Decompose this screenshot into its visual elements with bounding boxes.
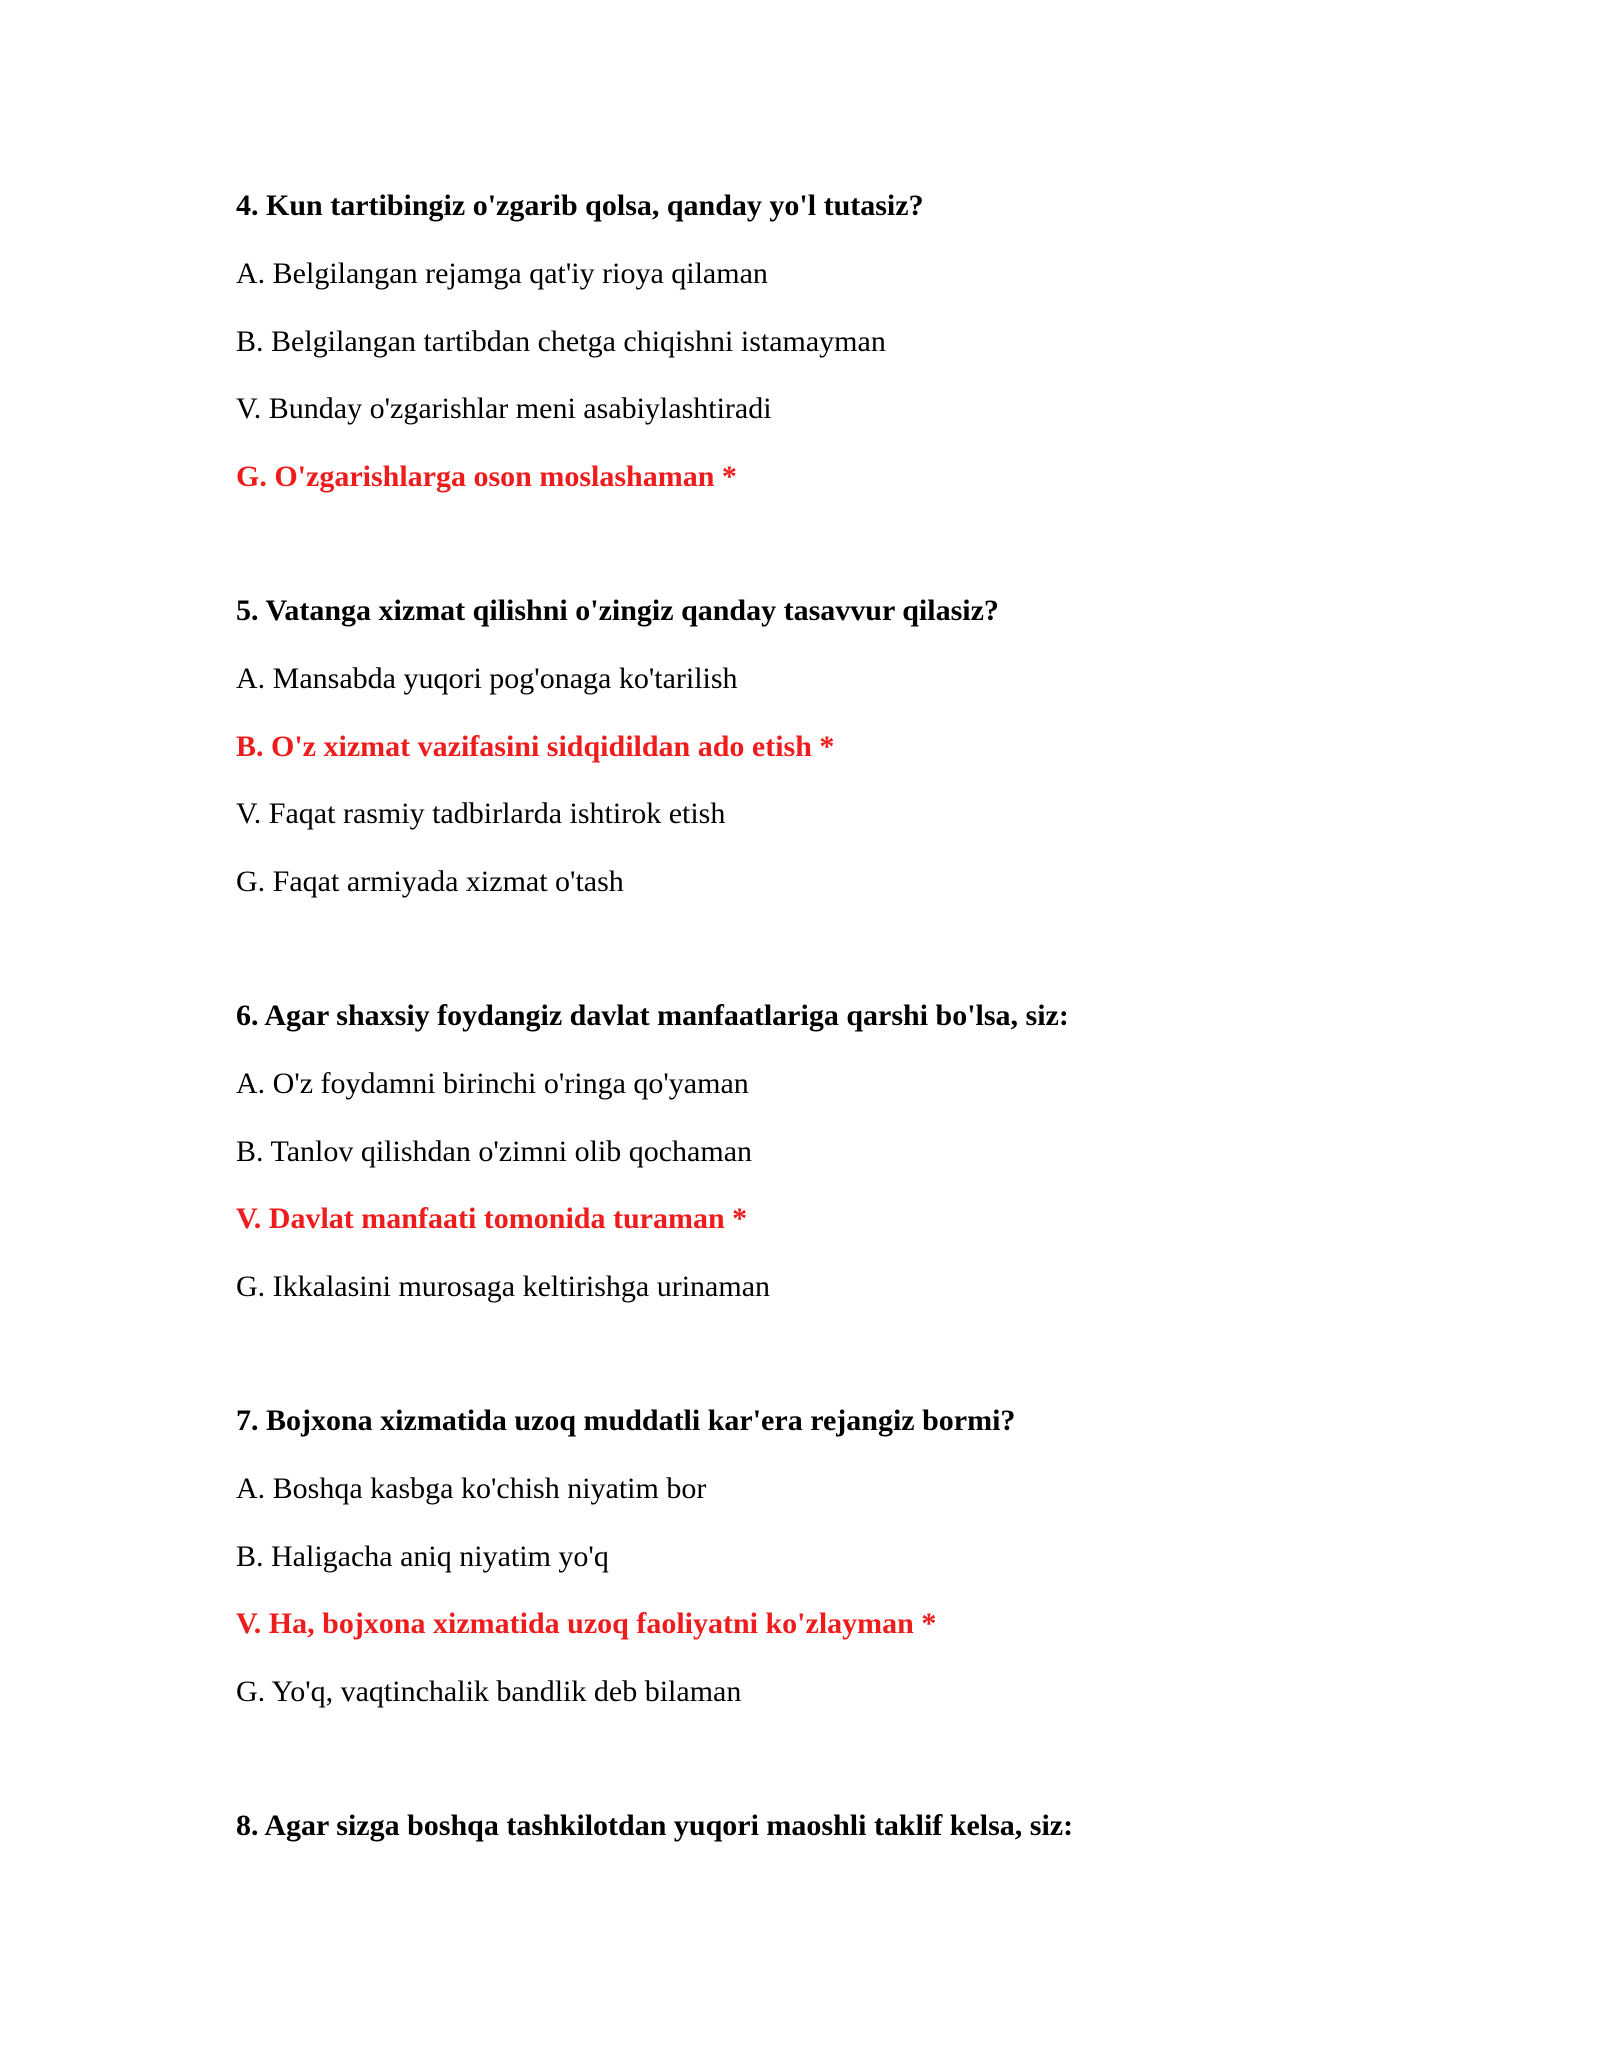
question-title: 6. Agar shaxsiy foydangiz davlat manfaatlariga qarshi bo'lsa, siz: [236,999,1069,1032]
spacer [236,929,1436,996]
answer-option-v: V. Bunday o'zgarishlar meni asabiylashtiradi [236,392,772,425]
answer-option-a: A. O'z foydamni birinchi o'ringa qo'yaman [236,1067,749,1100]
answer-option-b: B. Belgilangan tartibdan chetga chiqishni istamayman [236,324,886,358]
question-block-5 [236,591,1436,902]
answer-option-g: G. Ikkalasini murosaga keltirishga urinaman [236,1269,771,1303]
question-block-4 [236,186,1436,497]
question-title: 8. Agar sizga boshqa tashkilotdan yuqori maoshli taklif kelsa, siz: [236,1809,1074,1842]
question-block-7 [236,1401,1436,1712]
spacer [236,1334,1436,1401]
correct-answer-option-g: G. O'zgarishlarga oson moslashaman * [236,459,737,493]
answer-option-a: A. Belgilangan rejamga qat'iy rioya qilaman [236,257,768,290]
answer-option-b: B. Haligacha aniq niyatim yo'q [236,1539,609,1573]
spacer [236,1739,1436,1806]
answer-option-g: G. Faqat armiyada xizmat o'tash [236,864,624,898]
question-title: 4. Kun tartibingiz o'zgarib qolsa, qanday yo'l tutasiz? [236,189,924,222]
document-page [236,186,1436,1874]
question-block-6 [236,996,1436,1307]
question-title: 7. Bojxona xizmatida uzoq muddatli kar'era rejangiz bormi? [236,1404,1016,1437]
answer-option-g: G. Yo'q, vaqtinchalik bandlik deb bilaman [236,1674,742,1708]
correct-answer-option-b: B. O'z xizmat vazifasini sidqidildan ado etish * [236,729,835,763]
answer-option-a: A. Boshqa kasbga ko'chish niyatim bor [236,1472,707,1505]
answer-option-v: V. Faqat rasmiy tadbirlarda ishtirok etish [236,797,726,830]
answer-option-b: B. Tanlov qilishdan o'zimni olib qochaman [236,1134,753,1168]
answer-option-a: A. Mansabda yuqori pog'onaga ko'tarilish [236,662,738,695]
correct-answer-option-v: V. Davlat manfaati tomonida turaman * [236,1202,748,1235]
correct-answer-option-v: V. Ha, bojxona xizmatida uzoq faoliyatni ko'zlayman * [236,1607,937,1640]
question-title: 5. Vatanga xizmat qilishni o'zingiz qanday tasavvur qilasiz? [236,594,999,627]
spacer [236,524,1436,591]
question-block-8 [236,1806,1436,1846]
